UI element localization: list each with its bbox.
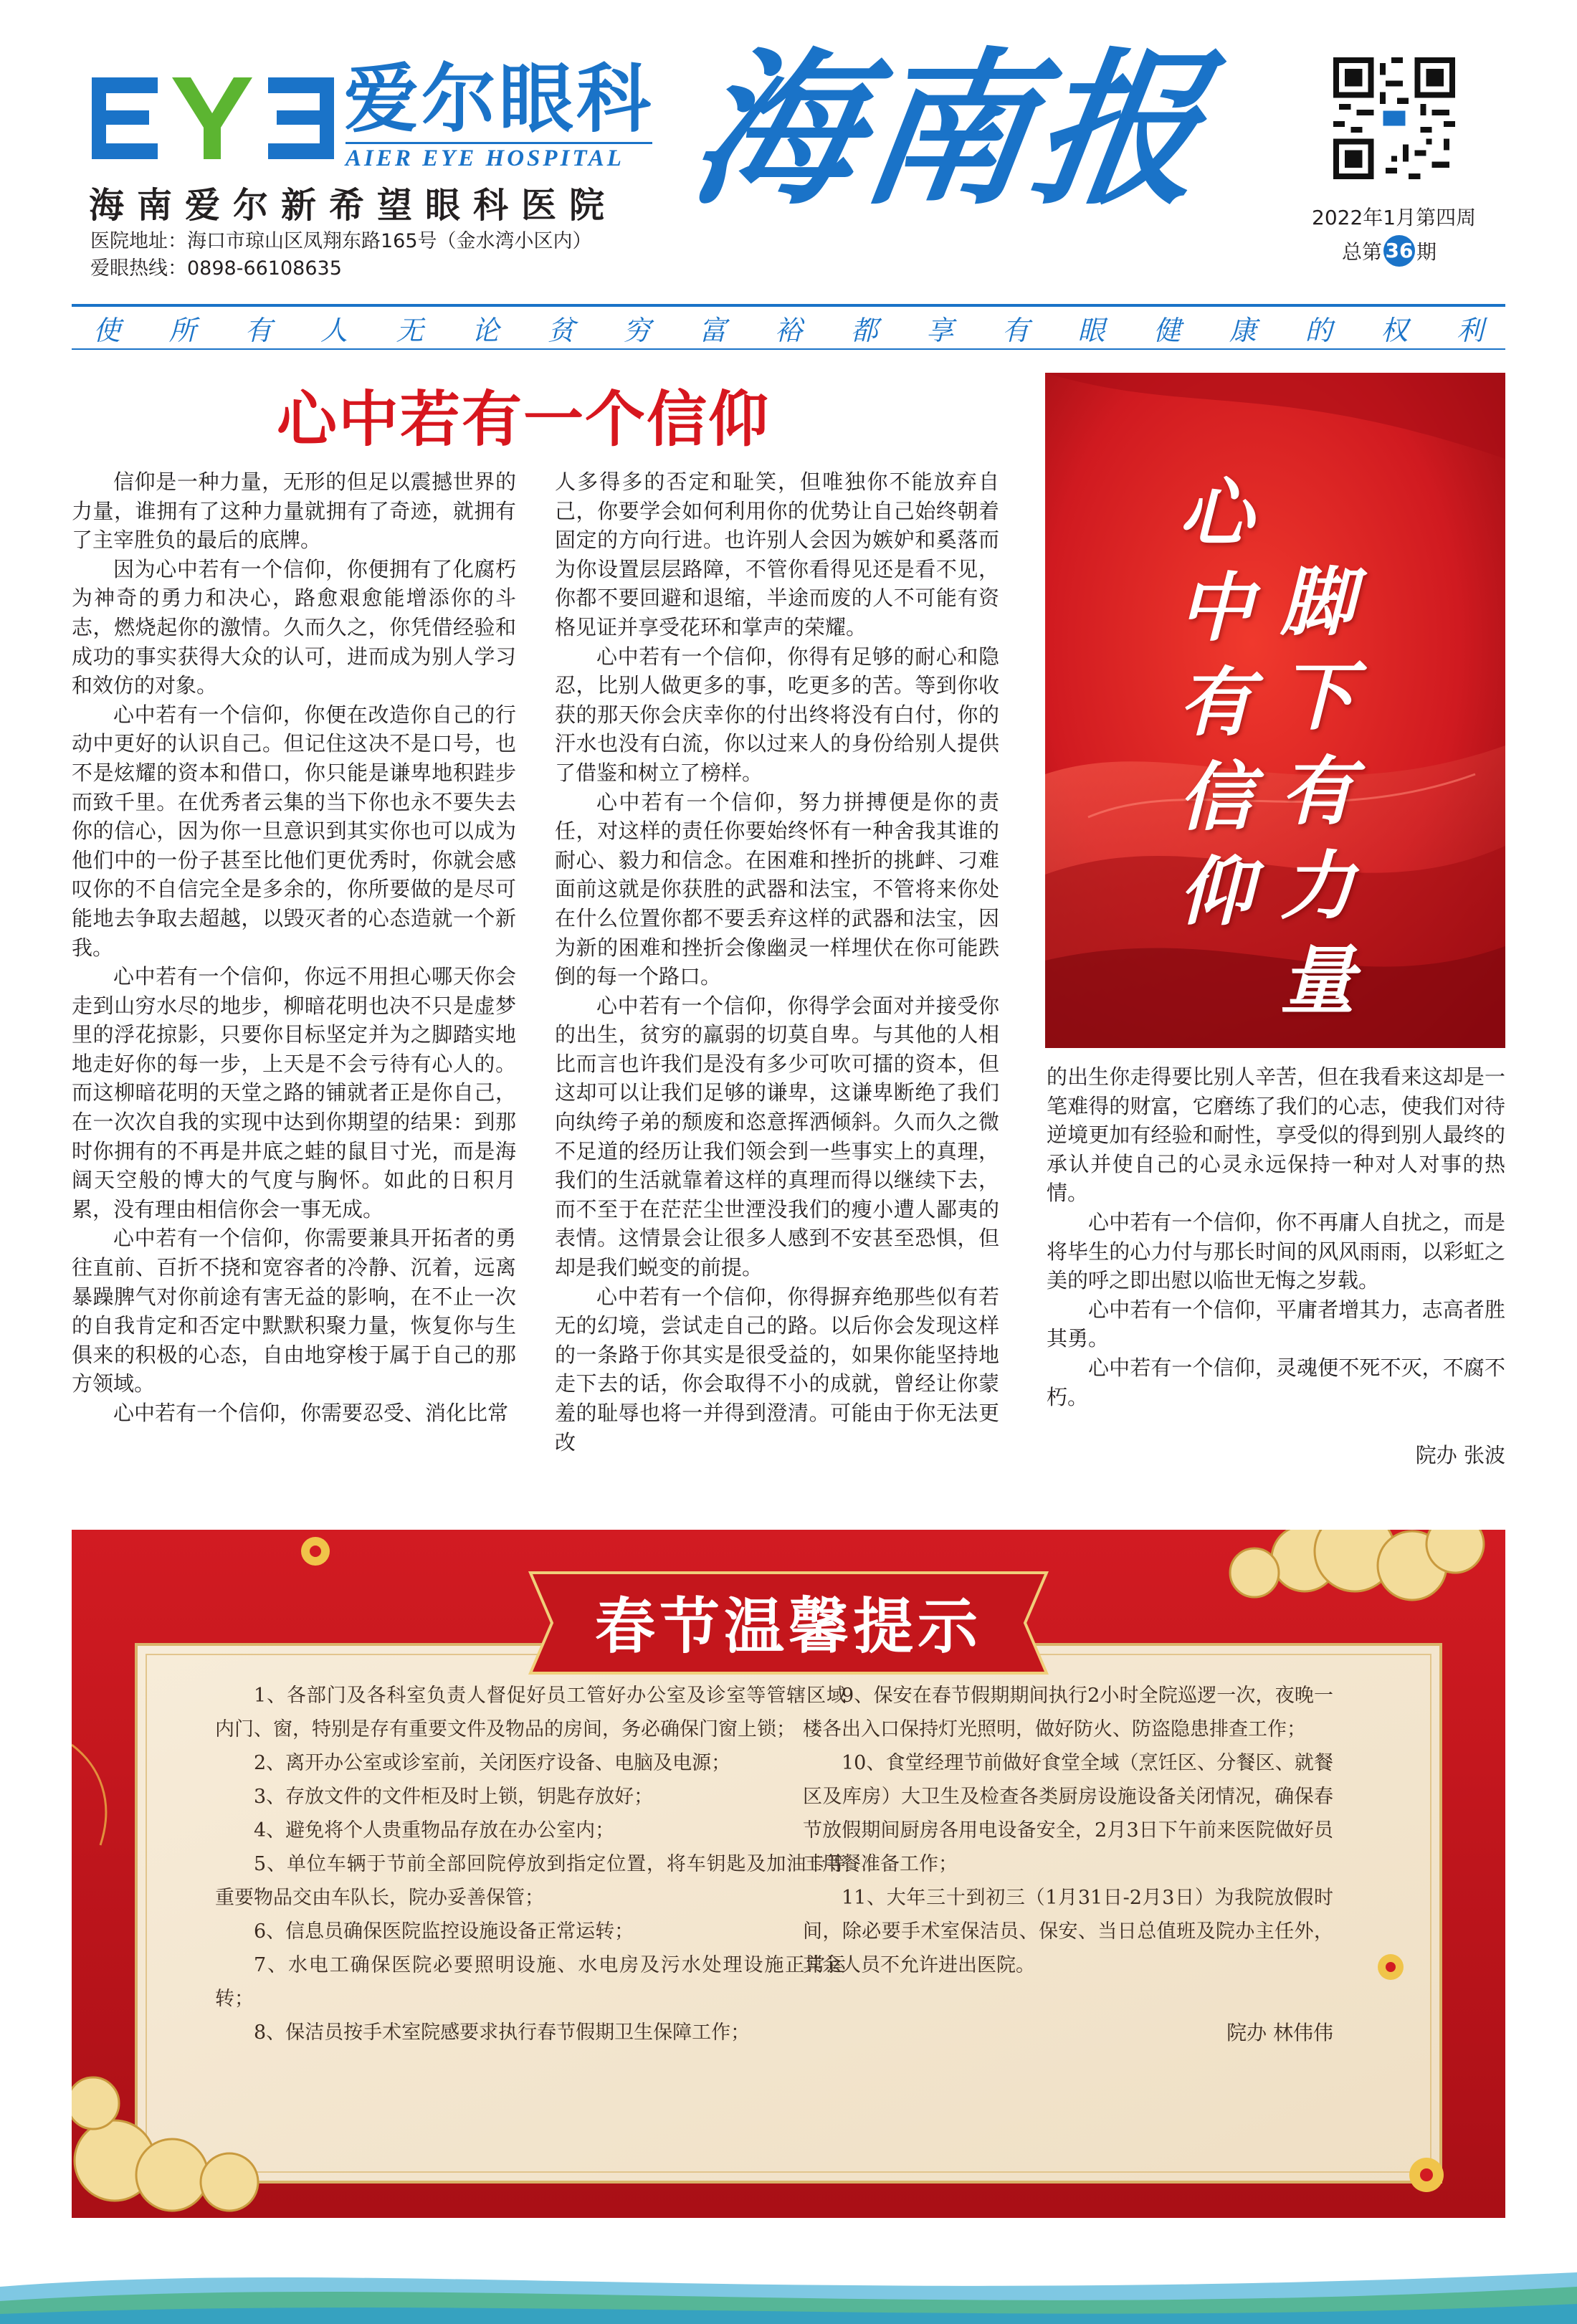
poster-text-left xyxy=(1173,466,1259,939)
spring-festival-notice xyxy=(72,1530,1505,2218)
article-paragraph: 心中若有一个信仰，平庸者增其力，志高者胜其勇。 xyxy=(1047,1297,1505,1351)
notice-item: 7、水电工确保医院必要照明设施、水电房及污水处理设施正常运转； xyxy=(215,1954,846,2010)
red-poster xyxy=(1045,373,1505,1048)
poster-char: 中 xyxy=(1178,564,1253,652)
poster-char: 下 xyxy=(1280,653,1355,740)
article-paragraph-continued: 的出生你走得要比别人辛苦，但在我看来这却是一笔难得的财富，它磨练了我们的心志，使我们对待逆境更加有经验和耐性，享受似的得到别人最终的承认并使自己的心灵永远保持一种对人对事的热情。 xyxy=(1047,1065,1505,1206)
slogan-char: 穷 xyxy=(623,314,651,346)
slogan-char: 有 xyxy=(1001,314,1029,346)
notice-item: 3、存放文件的文件柜及时上锁，钥匙存放好； xyxy=(254,1786,654,1808)
slogan-char: 权 xyxy=(1381,314,1409,346)
slogan-char: 贫 xyxy=(547,314,575,346)
notice-title: 春节温馨提示 xyxy=(594,1591,982,1662)
slogan-char: 都 xyxy=(850,314,878,346)
slogan-char: 利 xyxy=(1456,314,1484,346)
article-paragraph: 心中若有一个信仰，你得摒弃绝那些似有若无的幻境，尝试走自己的路。以后你会发现这样的一条路于你其实是很受益的，如果你能坚持地走下去的话，你会取得不小的成就，曾经让你蒙羞的耻辱也将一并得到澄清。可能由于你无法更改 xyxy=(555,1284,999,1454)
article-paragraph-continued: 人多得多的否定和耻笑，但唯独你不能放弃自己，你要学会如何利用你的优势让自己始终朝着固定的方向行进。也许别人会因为嫉妒和奚落而为你设置层层路障，不管你看得见还是看不见，你都不要回避和退缩，半途而废的人不可能有资格见证并享受花环和掌声的荣耀。 xyxy=(555,470,999,639)
article-paragraph: 因为心中若有一个信仰，你便拥有了化腐朽为神奇的勇力和决心，路愈艰愈能增添你的斗志，燃烧起你的激情。久而久之，你凭借经验和成功的事实获得大众的认可，进而成为别人学习和效仿的对象。 xyxy=(72,556,516,698)
article-byline: 院办 张波 xyxy=(1415,1443,1505,1467)
footer-wave xyxy=(0,2258,1577,2324)
notice-item: 10、食堂经理节前做好食堂全域（烹饪区、分餐区、就餐区及库房）大卫生及检查各类厨房设施设备关闭情况，确保春节放假期间厨房各用电设备安全，2月3日下午前来医院做好员工用餐准备工作； xyxy=(803,1752,1333,1875)
notice-item: 8、保洁员按手术室院感要求执行春节假期卫生保障工作； xyxy=(254,2021,751,2044)
slogan-char: 享 xyxy=(926,314,954,346)
notice-item: 2、离开办公室或诊室前，关闭医疗设备、电脑及电源； xyxy=(254,1752,731,1774)
poster-char: 信 xyxy=(1178,753,1253,841)
article-paragraph: 心中若有一个信仰，灵魂便不死不灭，不腐不朽。 xyxy=(1047,1355,1505,1409)
hospital-name: 海南爱尔新希望眼科医院 xyxy=(89,185,618,226)
slogan-char: 所 xyxy=(168,314,196,346)
slogan-char: 人 xyxy=(320,314,348,346)
slogan-char: 裕 xyxy=(774,314,802,346)
poster-char: 有 xyxy=(1280,748,1355,835)
slogan-char: 使 xyxy=(93,314,121,346)
article-paragraph: 信仰是一种力量，无形的但足以震撼世界的力量，谁拥有了这种力量就拥有了奇迹，就拥有了主宰胜负的最后的底牌。 xyxy=(72,470,516,553)
article-column-2 xyxy=(555,467,999,1492)
qr-code-icon[interactable] xyxy=(1333,57,1455,179)
notice-item: 11、大年三十到初三（1月31日-2月3日）为我院放假时间，除必要手术室保洁员、保安、当日总值班及院办主任外，其余人员不允许进出医院。 xyxy=(803,1887,1333,1976)
notice-item: 6、信息员确保医院监控设施设备正常运转； xyxy=(254,1920,634,1943)
slogan-char: 有 xyxy=(244,314,272,346)
article-paragraph: 心中若有一个信仰，你需要兼具开拓者的勇往直前、百折不挠和宽容者的冷静、沉着，远离暴躁脾气对你前途有害无益的影响，在不止一次的自我肯定和否定中默默积聚力量，恢复你与生俱来的积极的心态，自由地穿梭于属于自己的那方领域。 xyxy=(72,1226,516,1396)
notice-item: 5、单位车辆于节前全部回院停放到指定位置，将车钥匙及加油卡等重要物品交由车队长，院办妥善保管； xyxy=(215,1853,846,1909)
poster-char: 力 xyxy=(1280,842,1355,930)
slogan-char: 论 xyxy=(472,314,500,346)
slogan-char: 康 xyxy=(1229,314,1257,346)
article-paragraph: 心中若有一个信仰，你便在改造你自己的行动中更好的认识自己。但记住这决不是口号，也不是炫耀的资本和借口，你只能是谦卑地积跬步而致千里。在优秀者云集的当下你也永不要失去你的信心，因为你一旦意识到其实你也可以成为他们中的一份子甚至比他们更优秀时，你就会感叹你的不自信完全是多余的，你所要做的是尽可能地去争取去超越，以毁灭者的心态造就一个新我。 xyxy=(72,702,516,960)
logo-english: AIER EYE HOSPITAL xyxy=(346,142,652,172)
issue-suffix: 期 xyxy=(1416,240,1437,264)
article-paragraph: 心中若有一个信仰，你得学会面对并接受你的出生，贫穷的羸弱的切莫自卑。与其他的人相比而言也许我们是没有多少可吹可擂的资本，但这却可以让我们足够的谦卑，这谦卑断绝了我们向纨绔子弟的颓废和恣意挥洒倾斜。久而久之微不足道的经历让我们领会到一些事实上的真理，我们的生活就靠着这样的真理而得以继续下去，而不至于在茫茫尘世湮没我们的瘦小遭人鄙夷的表情。这情景会让很多人感到不安甚至恐惧，但却是我们蜕变的前提。 xyxy=(555,993,999,1280)
notice-item: 1、各部门及各科室负责人督促好员工管好办公室及诊室等管辖区域内门、窗，特别是存有重要文件及物品的房间，务必确保门窗上锁； xyxy=(215,1685,846,1740)
hospital-phone: 爱眼热线：0898-66108635 xyxy=(90,257,342,280)
poster-char: 有 xyxy=(1178,659,1253,746)
article-paragraph: 心中若有一个信仰，你不再庸人自扰之，而是将毕生的心力付与那长时间的风风雨雨，以彩虹之美的呼之即出慰以临世无悔之岁载。 xyxy=(1047,1209,1505,1293)
newspaper-title: 海南报 xyxy=(680,34,1219,227)
issue-number-badge: 36 xyxy=(1383,235,1415,267)
hospital-address: 医院地址：海口市琼山区凤翔东路165号（金水湾小区内） xyxy=(90,230,592,252)
article-paragraph: 心中若有一个信仰，努力拼搏便是你的责任，对这样的责任你要始终怀有一种舍我其谁的耐心、毅力和信念。在困难和挫折的挑衅、刁难面前这就是你获胜的武器和法宝，不管将来你处在什么位置你都不要丢弃这样的武器和法宝，因为新的困难和挫折会像幽灵一样埋伏在你可能跌倒的每一个路口。 xyxy=(555,789,999,989)
slogan-char: 的 xyxy=(1305,314,1333,346)
notice-byline: 院办 林伟伟 xyxy=(1226,2021,1333,2044)
article-headline: 心中若有一个信仰 xyxy=(276,384,770,454)
notice-item: 4、避免将个人贵重物品存放在办公室内； xyxy=(254,1819,615,1842)
article-paragraph: 心中若有一个信仰，你需要忍受、消化比常 xyxy=(113,1401,509,1425)
issue-date: 2022年1月第四周 xyxy=(1312,206,1477,229)
poster-char: 脚 xyxy=(1280,558,1355,646)
notice-column-left xyxy=(215,1679,846,2173)
notice-item: 9、保安在春节假期期间执行2小时全院巡逻一次，夜晚一楼各出入口保持灯光照明，做好防火、防盗隐患排查工作； xyxy=(803,1685,1333,1740)
issue-prefix: 总第 xyxy=(1342,240,1383,264)
poster-text-right xyxy=(1275,555,1361,1028)
masthead xyxy=(0,0,1577,346)
poster-char: 量 xyxy=(1280,937,1355,1024)
article-paragraph: 心中若有一个信仰，你远不用担心哪天你会走到山穷水尽的地步，柳暗花明也决不只是虚梦里的浮花掠影，只要你目标坚定并为之脚踏实地地走好你的每一步，上天是不会亏待有心人的。而这柳暗花明的天堂之路的铺就者正是你自己，在一次次自我的实现中达到你期望的结果：到那时你拥有的不再是井底之蛙的鼠目寸光，而是海阔天空般的博大的气度与胸怀。如此的日积月累，没有理由相信你会一事无成。 xyxy=(72,964,516,1221)
slogan-char: 健 xyxy=(1153,314,1181,346)
poster-char: 仰 xyxy=(1178,848,1253,935)
slogan-bar xyxy=(72,304,1505,350)
slogan-char: 眼 xyxy=(1077,314,1105,346)
issue-number xyxy=(1342,235,1437,267)
eye-logo-icon xyxy=(92,72,335,165)
article-column-1 xyxy=(72,467,516,1492)
article-column-3 xyxy=(1047,1062,1505,1492)
slogan-char: 无 xyxy=(396,314,424,346)
poster-char: 心 xyxy=(1178,470,1253,557)
article-paragraph: 心中若有一个信仰，你得有足够的耐心和隐忍，比别人做更多的事，吃更多的苦。等到你收获的那天你会庆幸你的付出终将没有白付，你的汗水也没有白流，你以过来人的身份给别人提供了借鉴和树立了榜样。 xyxy=(555,644,999,785)
logo-chinese: 爱尔眼科 xyxy=(344,54,654,143)
slogan-char: 富 xyxy=(699,314,727,346)
